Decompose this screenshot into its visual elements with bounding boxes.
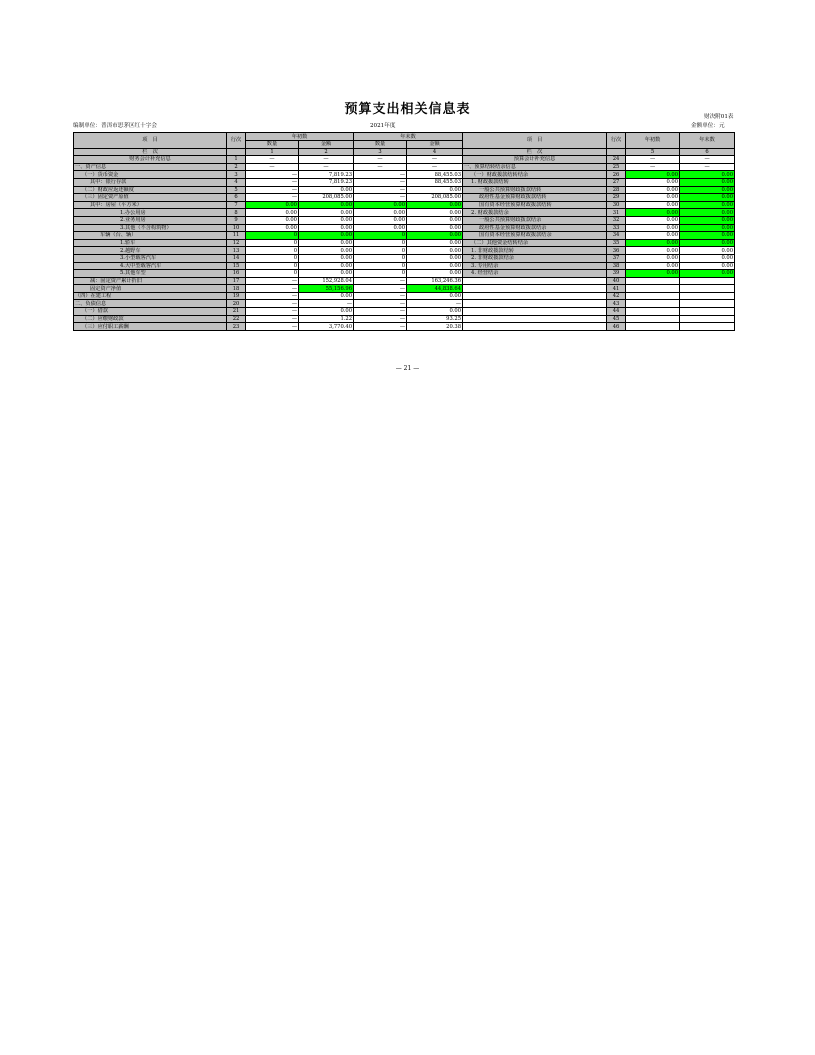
cell-value: 0.00: [626, 262, 680, 270]
row-line-right: 25: [607, 163, 626, 171]
cell-value: 0.00: [626, 254, 680, 262]
cell-value: 0: [354, 262, 407, 270]
cell-value: 0: [246, 239, 299, 247]
col-5: 5: [626, 148, 680, 156]
cell-value: 0.00: [246, 209, 299, 217]
cell-value: 0.00: [407, 239, 463, 247]
cell-value: [680, 285, 735, 293]
row-item-left: （二）应缴财政款: [74, 315, 227, 323]
cell-value: —: [246, 186, 299, 194]
cell-value: 0.00: [626, 186, 680, 194]
row-line-left: 8: [227, 209, 246, 217]
header-amount-begin: 金额: [299, 141, 354, 149]
row-line-right: 37: [607, 254, 626, 262]
row-item-left: 车辆（台、辆）: [74, 232, 227, 240]
cell-value: —: [246, 171, 299, 179]
table-row: [74, 209, 735, 217]
row-item-right: 国有资本经营预算财政拨款结转: [463, 201, 607, 209]
table-row: [74, 186, 735, 194]
cell-value: —: [246, 156, 299, 164]
table-row: [74, 201, 735, 209]
page-number: — 21 —: [395, 365, 420, 372]
row-line-right: 32: [607, 216, 626, 224]
row-line-right: 36: [607, 247, 626, 255]
cell-value: 0: [246, 232, 299, 240]
cell-value: [626, 315, 680, 323]
cell-value: 0.00: [626, 247, 680, 255]
cell-value: 0.00: [354, 209, 407, 217]
cell-value: 0.00: [407, 292, 463, 300]
table-row: [74, 308, 735, 316]
cell-value: 0.00: [407, 308, 463, 316]
row-line-left: 4: [227, 178, 246, 186]
row-item-left: 其中：房屋（平方米）: [74, 201, 227, 209]
row-line-left: 18: [227, 285, 246, 293]
header-begin: 年初数: [246, 133, 354, 141]
cell-value: —: [246, 277, 299, 285]
row-line-left: 14: [227, 254, 246, 262]
row-line-left: 9: [227, 216, 246, 224]
cell-value: 0.00: [299, 232, 354, 240]
row-line-right: 42: [607, 292, 626, 300]
row-line-left: 19: [227, 292, 246, 300]
cell-value: 88,455.03: [407, 178, 463, 186]
cell-value: 0: [354, 270, 407, 278]
row-item-left: （一）借款: [74, 308, 227, 316]
fiscal-year: 2021年度: [370, 123, 396, 129]
row-item-left: 财务会计补充信息: [74, 156, 227, 164]
cell-value: 0: [246, 247, 299, 255]
cell-value: 0: [354, 247, 407, 255]
cell-value: —: [246, 323, 299, 331]
cell-value: 0.00: [626, 224, 680, 232]
row-item-left: 1.轿车: [74, 239, 227, 247]
col-4: 4: [407, 148, 463, 156]
col-2: 2: [299, 148, 354, 156]
cell-value: 88,455.03: [407, 171, 463, 179]
row-item-left: 其中：银行存款: [74, 178, 227, 186]
table-row: [74, 216, 735, 224]
cell-value: 0.00: [626, 270, 680, 278]
row-item-right: [463, 308, 607, 316]
cell-value: 0.00: [299, 262, 354, 270]
table-row: [74, 247, 735, 255]
header-qty-end: 数量: [354, 141, 407, 149]
row-line-right: 46: [607, 323, 626, 331]
cell-value: —: [354, 277, 407, 285]
cell-value: 0.00: [407, 186, 463, 194]
row-line-left: 1: [227, 156, 246, 164]
row-line-right: 33: [607, 224, 626, 232]
row-item-right: [463, 323, 607, 331]
cell-value: —: [407, 300, 463, 308]
row-line-left: 11: [227, 232, 246, 240]
row-line-left: 6: [227, 194, 246, 202]
cell-value: [626, 277, 680, 285]
row-line-left: 10: [227, 224, 246, 232]
table-row: [74, 277, 735, 285]
cell-value: —: [626, 163, 680, 171]
row-item-left: 减：固定资产累计折旧: [74, 277, 227, 285]
cell-value: —: [354, 285, 407, 293]
header-line-right: 行次: [607, 133, 626, 149]
row-item-left: 5.其他车型: [74, 270, 227, 278]
cell-value: 0.00: [680, 186, 735, 194]
row-line-left: 21: [227, 308, 246, 316]
table-row: [74, 315, 735, 323]
cell-value: —: [246, 308, 299, 316]
cell-value: [680, 323, 735, 331]
page-title: 预算支出相关信息表: [344, 102, 471, 117]
cell-value: 0.00: [680, 194, 735, 202]
cell-value: —: [246, 300, 299, 308]
cell-value: 0.00: [246, 224, 299, 232]
col-blank: [227, 148, 246, 156]
col-6: 6: [680, 148, 735, 156]
row-item-left: 一、资产信息: [74, 163, 227, 171]
row-item-right: [463, 292, 607, 300]
row-item-left: （一）货币资金: [74, 171, 227, 179]
cell-value: 0.00: [680, 239, 735, 247]
cell-value: —: [299, 156, 354, 164]
cell-value: —: [246, 315, 299, 323]
table-row: [74, 163, 735, 171]
cell-value: 0.00: [626, 171, 680, 179]
row-item-left: 二、负债信息: [74, 300, 227, 308]
table-row: [74, 171, 735, 179]
cell-value: 7,819.23: [299, 171, 354, 179]
cell-value: 7,819.23: [299, 178, 354, 186]
table-row: [74, 285, 735, 293]
row-item-right: 2. 非财政拨款结余: [463, 254, 607, 262]
cell-value: —: [354, 194, 407, 202]
cell-value: —: [407, 156, 463, 164]
cell-value: 0.00: [680, 224, 735, 232]
cell-value: 0.00: [680, 270, 735, 278]
cell-value: —: [626, 156, 680, 164]
row-item-right: （二）其他资金结转结余: [463, 239, 607, 247]
cell-value: 0.00: [407, 209, 463, 217]
row-item-left: 固定资产净值: [74, 285, 227, 293]
row-line-left: 3: [227, 171, 246, 179]
row-item-right: 1. 财政拨款结转: [463, 178, 607, 186]
row-item-left: 2.业务用房: [74, 216, 227, 224]
cell-value: 0.00: [299, 201, 354, 209]
row-line-right: 45: [607, 315, 626, 323]
cell-value: 0.00: [354, 201, 407, 209]
cell-value: —: [299, 163, 354, 171]
row-item-right: [463, 300, 607, 308]
col-blank-right: [607, 148, 626, 156]
cell-value: 0.00: [354, 216, 407, 224]
row-line-left: 13: [227, 247, 246, 255]
row-item-right: 一、预算结转结余信息: [463, 163, 607, 171]
column-number-row: [74, 148, 735, 156]
cell-value: 0.00: [246, 201, 299, 209]
row-line-right: 31: [607, 209, 626, 217]
cell-value: 0.00: [626, 232, 680, 240]
table-row: [74, 194, 735, 202]
table-row: [74, 224, 735, 232]
cell-value: 0.00: [680, 201, 735, 209]
row-line-right: 26: [607, 171, 626, 179]
row-item-left: （三）应付职工薪酬: [74, 323, 227, 331]
row-item-right: 一般公共预算财政拨款结转: [463, 186, 607, 194]
cell-value: 0.00: [680, 171, 735, 179]
cell-value: 0.00: [354, 224, 407, 232]
cell-value: [626, 308, 680, 316]
row-item-right: 政府性基金预算财政拨款结转: [463, 194, 607, 202]
cell-value: —: [354, 315, 407, 323]
cell-value: 0.00: [680, 254, 735, 262]
col-1: 1: [246, 148, 299, 156]
cell-value: 0.00: [407, 270, 463, 278]
cell-value: 0.00: [299, 254, 354, 262]
cell-value: 0: [246, 270, 299, 278]
table-row: [74, 292, 735, 300]
cell-value: —: [246, 163, 299, 171]
header-row-1: [74, 133, 735, 141]
cell-value: 55,156.96: [299, 285, 354, 293]
cell-value: 0.00: [299, 216, 354, 224]
row-line-right: 40: [607, 277, 626, 285]
cell-value: —: [354, 156, 407, 164]
budget-info-table: [73, 132, 735, 331]
cell-value: 0.00: [246, 216, 299, 224]
cell-value: 3,770.40: [299, 323, 354, 331]
row-item-right: 国有资本经营预算财政拨款结余: [463, 232, 607, 240]
row-line-left: 22: [227, 315, 246, 323]
row-line-left: 20: [227, 300, 246, 308]
row-item-right: 1. 非财政拨款结转: [463, 247, 607, 255]
row-item-left: （四）在建工程: [74, 292, 227, 300]
cell-value: 0.00: [407, 247, 463, 255]
row-item-right: 预算会计补充信息: [463, 156, 607, 164]
cell-value: —: [246, 178, 299, 186]
cell-value: 208,085.00: [299, 194, 354, 202]
row-line-right: 35: [607, 239, 626, 247]
col-3: 3: [354, 148, 407, 156]
cell-value: 0.00: [407, 254, 463, 262]
cell-value: —: [354, 178, 407, 186]
cell-value: —: [246, 194, 299, 202]
cell-value: [680, 277, 735, 285]
cell-value: 0.00: [407, 201, 463, 209]
cell-value: 0.00: [299, 308, 354, 316]
cell-value: —: [354, 171, 407, 179]
row-line-left: 17: [227, 277, 246, 285]
cell-value: 0.00: [299, 239, 354, 247]
cell-value: 0.00: [680, 247, 735, 255]
row-line-right: 30: [607, 201, 626, 209]
cell-value: —: [299, 300, 354, 308]
cell-value: 0.00: [626, 216, 680, 224]
col-label-right: 栏 次: [463, 148, 607, 156]
cell-value: —: [354, 292, 407, 300]
cell-value: 0.00: [626, 194, 680, 202]
cell-value: —: [407, 163, 463, 171]
row-line-right: 24: [607, 156, 626, 164]
cell-value: 0.00: [680, 216, 735, 224]
cell-value: 0.00: [626, 209, 680, 217]
cell-value: —: [354, 163, 407, 171]
cell-value: [626, 292, 680, 300]
cell-value: 0: [354, 232, 407, 240]
table-row: [74, 239, 735, 247]
cell-value: 0.00: [407, 232, 463, 240]
row-item-left: 3.其他（不含构筑物）: [74, 224, 227, 232]
row-item-right: 政府性基金预算财政拨款结余: [463, 224, 607, 232]
table-row: [74, 178, 735, 186]
row-line-left: 16: [227, 270, 246, 278]
row-line-right: 38: [607, 262, 626, 270]
row-item-right: （一）财政拨款结转结余: [463, 171, 607, 179]
cell-value: —: [354, 323, 407, 331]
cell-value: 0.00: [299, 292, 354, 300]
row-line-right: 34: [607, 232, 626, 240]
row-item-left: 4.大中型载客汽车: [74, 262, 227, 270]
row-line-right: 27: [607, 178, 626, 186]
row-line-left: 12: [227, 239, 246, 247]
table-row: [74, 270, 735, 278]
row-item-left: 3.小型载客汽车: [74, 254, 227, 262]
cell-value: —: [680, 156, 735, 164]
cell-value: 0: [354, 254, 407, 262]
col-label: 栏 次: [74, 148, 227, 156]
cell-value: 0: [246, 254, 299, 262]
row-line-right: 29: [607, 194, 626, 202]
row-line-left: 5: [227, 186, 246, 194]
row-item-left: 2.越野车: [74, 247, 227, 255]
row-item-left: （二）财政应返还额度: [74, 186, 227, 194]
row-line-right: 28: [607, 186, 626, 194]
row-item-right: [463, 285, 607, 293]
row-line-right: 44: [607, 308, 626, 316]
compiling-unit: 编制单位：普洱市思茅区红十字会: [73, 123, 157, 129]
cell-value: 208,085.00: [407, 194, 463, 202]
row-line-left: 23: [227, 323, 246, 331]
cell-value: [680, 308, 735, 316]
header-amount-end: 金额: [407, 141, 463, 149]
cell-value: 163,246.36: [407, 277, 463, 285]
row-item-left: 1.办公用房: [74, 209, 227, 217]
header-line: 行次: [227, 133, 246, 149]
row-item-right: [463, 315, 607, 323]
cell-value: —: [246, 285, 299, 293]
cell-value: 0.00: [299, 247, 354, 255]
row-item-right: 3. 专用结余: [463, 262, 607, 270]
cell-value: [680, 292, 735, 300]
cell-value: 44,838.64: [407, 285, 463, 293]
table-row: [74, 300, 735, 308]
cell-value: 0.00: [680, 262, 735, 270]
cell-value: 0.00: [299, 224, 354, 232]
cell-value: 0: [246, 262, 299, 270]
row-item-right: [463, 277, 607, 285]
cell-value: —: [246, 292, 299, 300]
currency-unit: 金额单位：元: [691, 123, 725, 129]
row-line-left: 7: [227, 201, 246, 209]
cell-value: [626, 323, 680, 331]
cell-value: 0.00: [299, 186, 354, 194]
cell-value: 0.00: [407, 224, 463, 232]
cell-value: 0.00: [626, 178, 680, 186]
row-line-right: 43: [607, 300, 626, 308]
row-line-right: 39: [607, 270, 626, 278]
cell-value: 0.00: [680, 178, 735, 186]
header-item: 项 目: [74, 133, 227, 149]
cell-value: 0.00: [680, 232, 735, 240]
cell-value: —: [354, 186, 407, 194]
header-item-right: 项 目: [463, 133, 607, 149]
cell-value: 20.38: [407, 323, 463, 331]
row-line-right: 41: [607, 285, 626, 293]
table-row: [74, 156, 735, 164]
cell-value: [680, 315, 735, 323]
cell-value: —: [354, 300, 407, 308]
cell-value: 0.00: [626, 201, 680, 209]
header-end-right: 年末数: [680, 133, 735, 149]
cell-value: 1.22: [299, 315, 354, 323]
row-item-right: 一般公共预算财政拨款结余: [463, 216, 607, 224]
cell-value: —: [354, 308, 407, 316]
cell-value: 0.00: [680, 209, 735, 217]
cell-value: 0: [354, 239, 407, 247]
row-item-right: 2. 财政拨款结余: [463, 209, 607, 217]
cell-value: —: [680, 163, 735, 171]
row-item-right: 4. 经营结余: [463, 270, 607, 278]
row-item-left: （三）固定资产原值: [74, 194, 227, 202]
table-row: [74, 323, 735, 331]
row-line-left: 2: [227, 163, 246, 171]
header-end: 年末数: [354, 133, 463, 141]
cell-value: 0.00: [407, 262, 463, 270]
table-row: [74, 232, 735, 240]
header-begin-right: 年初数: [626, 133, 680, 149]
cell-value: [680, 300, 735, 308]
table-row: [74, 254, 735, 262]
cell-value: 0.00: [626, 239, 680, 247]
row-line-left: 15: [227, 262, 246, 270]
cell-value: [626, 285, 680, 293]
header-qty-begin: 数量: [246, 141, 299, 149]
form-code: 财决附01表: [704, 114, 734, 120]
table-row: [74, 262, 735, 270]
cell-value: 0.00: [299, 270, 354, 278]
cell-value: 0.00: [299, 209, 354, 217]
cell-value: 0.00: [407, 216, 463, 224]
cell-value: 93.25: [407, 315, 463, 323]
cell-value: 152,928.04: [299, 277, 354, 285]
cell-value: [626, 300, 680, 308]
